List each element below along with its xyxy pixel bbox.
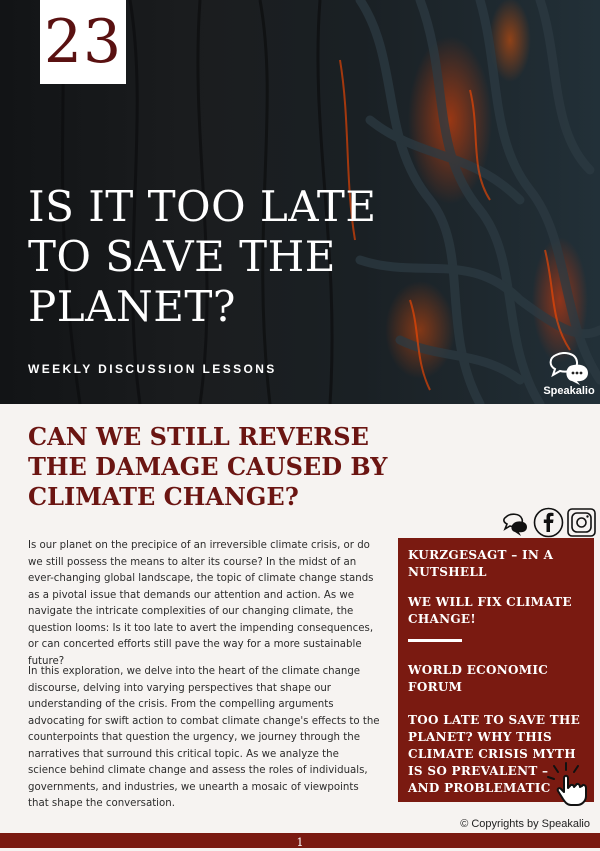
sidebar-divider bbox=[408, 639, 462, 642]
resources-sidebar bbox=[398, 538, 594, 802]
instagram-icon[interactable] bbox=[566, 507, 597, 538]
sidebar-link-kurzgesagt[interactable]: KURZGESAGT – IN A NUTSHELL bbox=[408, 548, 554, 579]
article-headline: CAN WE STILL REVERSE THE DAMAGE CAUSED BY CLIMATE CHANGE? bbox=[28, 422, 388, 511]
sidebar-link-too-late[interactable]: TOO LATE TO SAVE THE PLANET? WHY THIS CLIMATE CRISIS MYTH IS SO PREVALENT – AND PROBLEMATIC bbox=[408, 713, 581, 795]
speakalio-logo bbox=[540, 352, 598, 402]
issue-number-box bbox=[40, 0, 126, 84]
sidebar-link-fix-climate[interactable]: WE WILL FIX CLIMATE CHANGE! bbox=[408, 595, 572, 626]
hero-banner bbox=[0, 0, 600, 404]
exploration-paragraph: In this exploration, we delve into the heart of the climate change discourse, delving into varying perspectives that shape our understanding of the crisis. From the compelling arguments advocating for swift action to combat climate change's effects to the counterpoints that question the urgency, we journey through the narratives that surround this critical topic. As we analyze the science behind climate change and assess the roles of individuals, governments, and industries, we unearth a mosaic of viewpoints that shape the conversation. bbox=[28, 666, 380, 809]
chat-icon[interactable] bbox=[500, 507, 531, 538]
series-subtitle: WEEKLY DISCUSSION LESSONS bbox=[28, 362, 277, 376]
pointer-click-icon bbox=[546, 762, 592, 806]
page-title: IS IT TOO LATE TO SAVE THE PLANET? bbox=[28, 182, 377, 331]
copyright-text: © Copyrights by Speakalio bbox=[460, 818, 590, 830]
logo-label: Speakalio bbox=[543, 385, 595, 397]
intro-paragraph: Is our planet on the precipice of an irreversible climate crisis, or do we still possess the means to alter its course? In the midst of an ever-changing global landscape, the topic of climate change stands as a pivotal issue that demands our attention and action. As we navigate the intricate complexities of our changing climate, the question looms: Is it too late to avert the impending consequences, or can concerted efforts still pave the way for a more sustainable future? bbox=[28, 540, 374, 667]
issue-number: 23 bbox=[43, 7, 123, 77]
social-icons bbox=[500, 507, 597, 539]
sidebar-link-world-economic-forum[interactable]: WORLD ECONOMIC FORUM bbox=[408, 663, 549, 694]
page-number: 1 bbox=[296, 836, 304, 849]
footer-bar bbox=[0, 833, 600, 848]
facebook-icon[interactable] bbox=[533, 507, 564, 538]
speech-bubbles-icon bbox=[540, 352, 598, 386]
